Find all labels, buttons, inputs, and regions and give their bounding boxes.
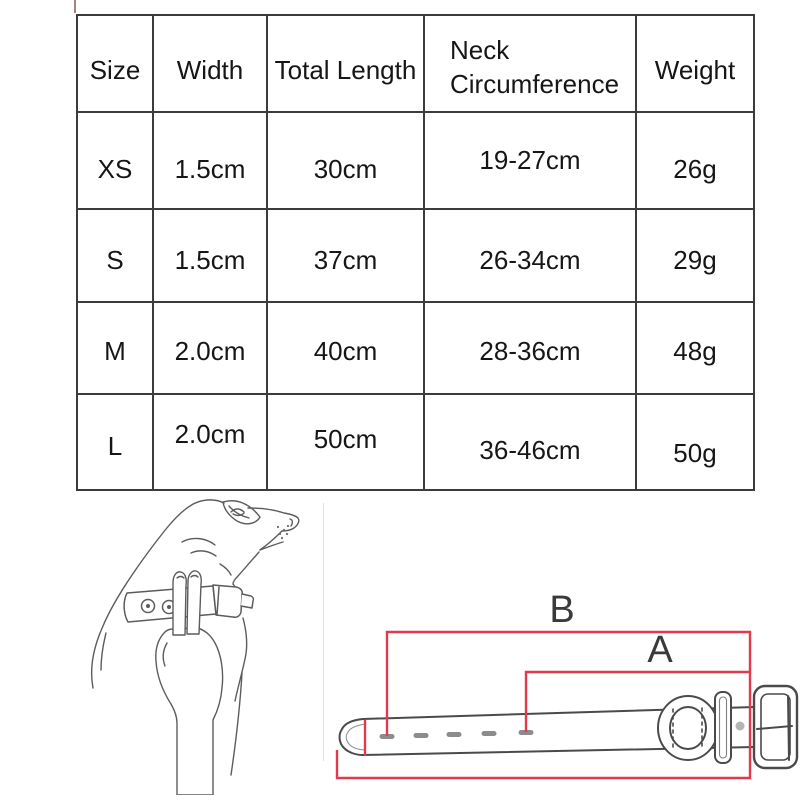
cell-total-length: 50cm xyxy=(267,394,424,490)
collar-keeper xyxy=(715,692,731,763)
whisker-dots xyxy=(277,525,289,539)
header-neck-circumference: Neck Circumference xyxy=(424,15,636,112)
table-row-xs xyxy=(77,112,754,209)
collar-holes xyxy=(380,730,534,739)
cell-width: 2.0cm xyxy=(153,302,267,394)
cell-size: S xyxy=(77,209,153,302)
label-a: A xyxy=(647,629,673,671)
table-row-m xyxy=(77,302,754,394)
cell-width: 1.5cm xyxy=(153,112,267,209)
header-weight: Weight xyxy=(636,15,754,112)
cell-total-length: 40cm xyxy=(267,302,424,394)
header-row xyxy=(77,15,754,112)
dog-eye xyxy=(231,509,244,515)
cell-weight: 29g xyxy=(636,209,754,302)
cell-weight: 50g xyxy=(636,394,754,490)
header-total-length: Total Length xyxy=(267,15,424,112)
cell-neck-circumference: 19-27cm xyxy=(424,112,636,209)
cell-weight: 48g xyxy=(636,302,754,394)
dog-collar-fit-sketch-icon xyxy=(70,485,330,795)
cell-weight: 26g xyxy=(636,112,754,209)
label-b: B xyxy=(549,589,575,631)
header-width: Width xyxy=(153,15,267,112)
cell-size: M xyxy=(77,302,153,394)
collar-measurement-diagram-icon xyxy=(330,580,800,800)
cell-width: 2.0cm xyxy=(153,394,267,490)
scan-artifact-red-tick xyxy=(74,0,76,13)
table-row-l xyxy=(77,394,754,490)
header-size: Size xyxy=(77,15,153,112)
cell-size: XS xyxy=(77,112,153,209)
cell-size: L xyxy=(77,394,153,490)
collar-rivet xyxy=(736,722,745,731)
cell-width: 1.5cm xyxy=(153,209,267,302)
table-row-s xyxy=(77,209,754,302)
size-chart-table xyxy=(76,14,755,491)
cell-total-length: 30cm xyxy=(267,112,424,209)
cell-neck-circumference: 36-46cm xyxy=(424,394,636,490)
dog-ear xyxy=(223,501,260,524)
cell-neck-circumference: 28-36cm xyxy=(424,302,636,394)
cell-total-length: 37cm xyxy=(267,209,424,302)
cell-neck-circumference: 26-34cm xyxy=(424,209,636,302)
